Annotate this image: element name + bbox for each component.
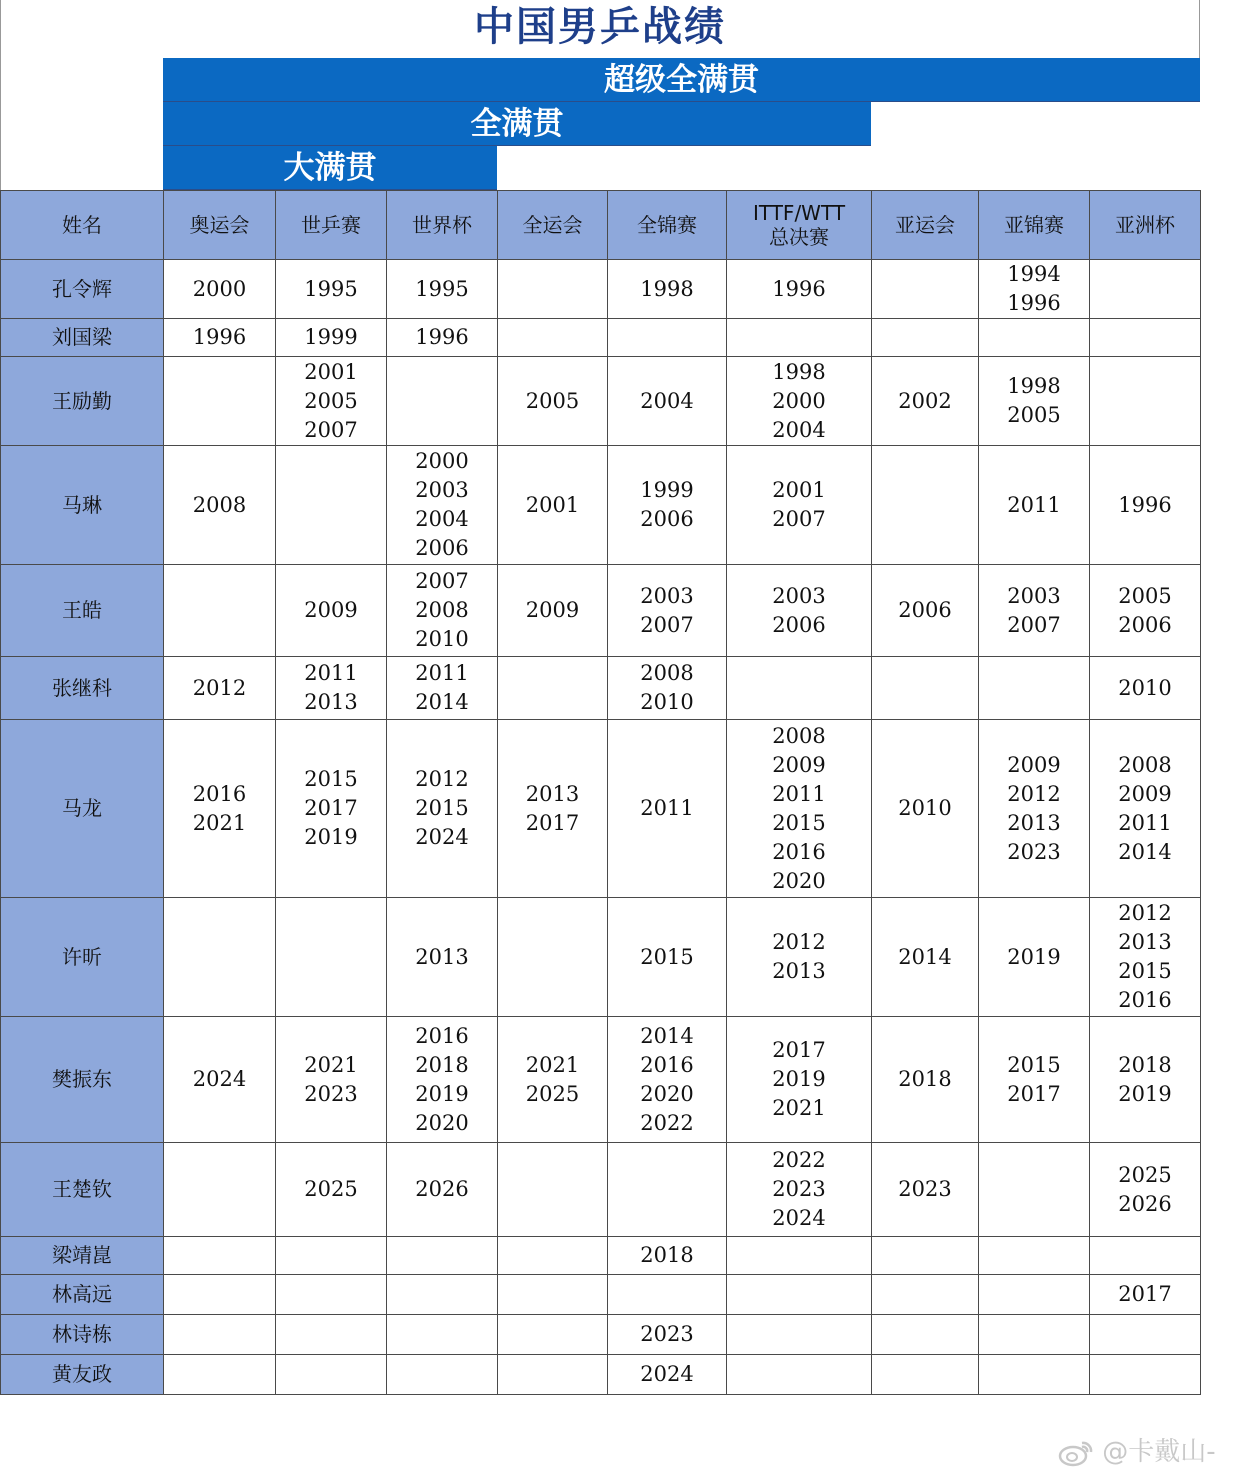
year-cell — [164, 1143, 276, 1237]
year-cell — [727, 1355, 872, 1395]
year-cell: 1995 — [387, 260, 498, 319]
year-cell — [276, 1275, 387, 1315]
year-cell: 1996 — [387, 319, 498, 357]
year-cell: 2021 2025 — [498, 1017, 608, 1143]
year-cell: 2003 2007 — [979, 565, 1090, 657]
header-cell: 奥运会 — [164, 191, 276, 260]
year-cell: 2001 — [498, 446, 608, 565]
year-cell — [608, 1275, 727, 1315]
year-cell — [498, 1275, 608, 1315]
table-row — [1, 1275, 1201, 1315]
year-cell — [872, 1275, 979, 1315]
year-cell: 2015 2017 2019 — [276, 720, 387, 898]
table-row — [1, 1355, 1201, 1395]
table-row — [1, 1143, 1201, 1237]
year-cell — [872, 260, 979, 319]
year-cell — [498, 898, 608, 1017]
header-cell: 亚洲杯 — [1090, 191, 1201, 260]
year-cell: 1999 2006 — [608, 446, 727, 565]
year-cell: 1996 — [727, 260, 872, 319]
year-cell — [727, 1237, 872, 1275]
year-cell: 2006 — [872, 565, 979, 657]
year-cell — [276, 1237, 387, 1275]
year-cell: 1998 — [608, 260, 727, 319]
year-cell: 2008 2009 2011 2014 — [1090, 720, 1201, 898]
year-cell: 2016 2021 — [164, 720, 276, 898]
player-name: 樊振东 — [1, 1017, 164, 1143]
year-cell — [727, 319, 872, 357]
year-cell: 2008 — [164, 446, 276, 565]
header-cell: 全运会 — [498, 191, 608, 260]
year-cell — [498, 1355, 608, 1395]
header-row — [1, 191, 1201, 260]
year-cell — [979, 1355, 1090, 1395]
band-super-grand-slam — [163, 58, 1200, 102]
year-cell: 2014 — [872, 898, 979, 1017]
year-cell — [1090, 1355, 1201, 1395]
year-cell: 2007 2008 2010 — [387, 565, 498, 657]
player-name: 刘国梁 — [1, 319, 164, 357]
header-cell: 亚运会 — [872, 191, 979, 260]
year-cell — [276, 446, 387, 565]
year-cell: 2002 — [872, 357, 979, 446]
year-cell: 1998 2005 — [979, 357, 1090, 446]
year-cell — [979, 1143, 1090, 1237]
year-cell: 2015 — [608, 898, 727, 1017]
weibo-icon — [1058, 1439, 1094, 1467]
year-cell — [1090, 357, 1201, 446]
year-cell: 2025 2026 — [1090, 1143, 1201, 1237]
results-table — [0, 190, 1201, 1395]
year-cell: 2013 — [387, 898, 498, 1017]
year-cell — [1090, 1315, 1201, 1355]
year-cell: 2003 2007 — [608, 565, 727, 657]
year-cell — [387, 357, 498, 446]
frame-right-line — [1199, 0, 1200, 58]
player-name: 孔令辉 — [1, 260, 164, 319]
weibo-watermark — [1058, 1432, 1238, 1472]
year-cell — [727, 1315, 872, 1355]
year-cell — [164, 1315, 276, 1355]
year-cell — [872, 1315, 979, 1355]
header-name: 姓名 — [1, 191, 164, 260]
year-cell: 2009 — [276, 565, 387, 657]
year-cell: 1996 — [1090, 446, 1201, 565]
year-cell — [276, 1355, 387, 1395]
year-cell: 2008 2009 2011 2015 2016 2020 — [727, 720, 872, 898]
year-cell: 1995 — [276, 260, 387, 319]
year-cell — [979, 319, 1090, 357]
year-cell: 2024 — [608, 1355, 727, 1395]
year-cell: 2023 — [608, 1315, 727, 1355]
year-cell — [608, 1143, 727, 1237]
results-table-body — [1, 191, 1201, 1395]
year-cell: 2023 — [872, 1143, 979, 1237]
year-cell — [164, 898, 276, 1017]
year-cell — [164, 357, 276, 446]
watermark-text: @卡戴山- — [1102, 1437, 1216, 1467]
year-cell: 2022 2023 2024 — [727, 1143, 872, 1237]
year-cell: 2026 — [387, 1143, 498, 1237]
year-cell — [164, 565, 276, 657]
year-cell — [608, 319, 727, 357]
year-cell — [727, 657, 872, 720]
table-row — [1, 898, 1201, 1017]
year-cell — [872, 1237, 979, 1275]
year-cell — [498, 260, 608, 319]
player-name: 王皓 — [1, 565, 164, 657]
table-row — [1, 1017, 1201, 1143]
year-cell — [872, 657, 979, 720]
year-cell: 2017 2019 2021 — [727, 1017, 872, 1143]
year-cell: 2011 — [979, 446, 1090, 565]
year-cell: 2011 — [608, 720, 727, 898]
year-cell: 2004 — [608, 357, 727, 446]
year-cell — [498, 1237, 608, 1275]
year-cell: 2003 2006 — [727, 565, 872, 657]
year-cell: 2000 — [164, 260, 276, 319]
year-cell: 2011 2014 — [387, 657, 498, 720]
year-cell: 2010 — [1090, 657, 1201, 720]
year-cell: 2024 — [164, 1017, 276, 1143]
year-cell: 2025 — [276, 1143, 387, 1237]
player-name: 王励勤 — [1, 357, 164, 446]
year-cell: 2009 2012 2013 2023 — [979, 720, 1090, 898]
player-name: 马龙 — [1, 720, 164, 898]
player-name: 马琳 — [1, 446, 164, 565]
player-name: 林高远 — [1, 1275, 164, 1315]
year-cell — [276, 898, 387, 1017]
player-name: 王楚钦 — [1, 1143, 164, 1237]
year-cell — [979, 1275, 1090, 1315]
player-name: 张继科 — [1, 657, 164, 720]
year-cell — [164, 1355, 276, 1395]
year-cell: 2008 2010 — [608, 657, 727, 720]
table-row — [1, 1315, 1201, 1355]
header-cell: 世界杯 — [387, 191, 498, 260]
player-name: 黄友政 — [1, 1355, 164, 1395]
year-cell: 2012 2013 2015 2016 — [1090, 898, 1201, 1017]
year-cell — [1090, 260, 1201, 319]
year-cell — [276, 1315, 387, 1355]
header-cell: 亚锦赛 — [979, 191, 1090, 260]
band-super-label: 超级全满贯 — [604, 62, 759, 98]
year-cell: 2016 2018 2019 2020 — [387, 1017, 498, 1143]
year-cell: 2001 2007 — [727, 446, 872, 565]
year-cell — [498, 657, 608, 720]
table-row — [1, 657, 1201, 720]
year-cell — [164, 1237, 276, 1275]
header-cell: ITTF/WTT 总决赛 — [727, 191, 872, 260]
band-grand-label: 大满贯 — [283, 150, 377, 186]
year-cell: 2018 — [872, 1017, 979, 1143]
year-cell: 2012 — [164, 657, 276, 720]
year-cell — [387, 1237, 498, 1275]
year-cell — [1090, 319, 1201, 357]
year-cell — [979, 657, 1090, 720]
year-cell — [1090, 1237, 1201, 1275]
year-cell: 2015 2017 — [979, 1017, 1090, 1143]
year-cell — [979, 1237, 1090, 1275]
year-cell: 2017 — [1090, 1275, 1201, 1315]
table-row — [1, 1237, 1201, 1275]
year-cell — [872, 446, 979, 565]
year-cell: 2005 2006 — [1090, 565, 1201, 657]
year-cell: 1998 2000 2004 — [727, 357, 872, 446]
table-row — [1, 565, 1201, 657]
player-name: 许昕 — [1, 898, 164, 1017]
year-cell — [387, 1315, 498, 1355]
year-cell: 1994 1996 — [979, 260, 1090, 319]
year-cell — [387, 1355, 498, 1395]
table-row — [1, 720, 1201, 898]
year-cell: 2001 2005 2007 — [276, 357, 387, 446]
year-cell — [872, 1355, 979, 1395]
year-cell — [164, 1275, 276, 1315]
year-cell: 2021 2023 — [276, 1017, 387, 1143]
year-cell: 1999 — [276, 319, 387, 357]
year-cell: 2010 — [872, 720, 979, 898]
band-full-label: 全满贯 — [470, 106, 564, 142]
year-cell — [387, 1275, 498, 1315]
frame-left-line — [0, 0, 1, 190]
player-name: 梁靖崑 — [1, 1237, 164, 1275]
header-cell: 全锦赛 — [608, 191, 727, 260]
year-cell: 2014 2016 2020 2022 — [608, 1017, 727, 1143]
table-row — [1, 357, 1201, 446]
year-cell — [979, 1315, 1090, 1355]
year-cell — [872, 319, 979, 357]
year-cell: 2018 — [608, 1237, 727, 1275]
year-cell: 1996 — [164, 319, 276, 357]
year-cell: 2018 2019 — [1090, 1017, 1201, 1143]
band-full-grand-slam — [163, 102, 871, 146]
player-name: 林诗栋 — [1, 1315, 164, 1355]
table-row — [1, 260, 1201, 319]
year-cell: 2012 2015 2024 — [387, 720, 498, 898]
year-cell: 2012 2013 — [727, 898, 872, 1017]
year-cell: 2000 2003 2004 2006 — [387, 446, 498, 565]
year-cell: 2019 — [979, 898, 1090, 1017]
band-grand-slam — [163, 146, 497, 190]
table-row — [1, 319, 1201, 357]
year-cell: 2013 2017 — [498, 720, 608, 898]
year-cell — [727, 1275, 872, 1315]
year-cell: 2005 — [498, 357, 608, 446]
year-cell — [498, 319, 608, 357]
header-cell: 世乒赛 — [276, 191, 387, 260]
table-row — [1, 446, 1201, 565]
year-cell: 2011 2013 — [276, 657, 387, 720]
year-cell: 2009 — [498, 565, 608, 657]
year-cell — [498, 1143, 608, 1237]
year-cell — [498, 1315, 608, 1355]
page-title: 中国男乒战绩 — [474, 4, 726, 50]
